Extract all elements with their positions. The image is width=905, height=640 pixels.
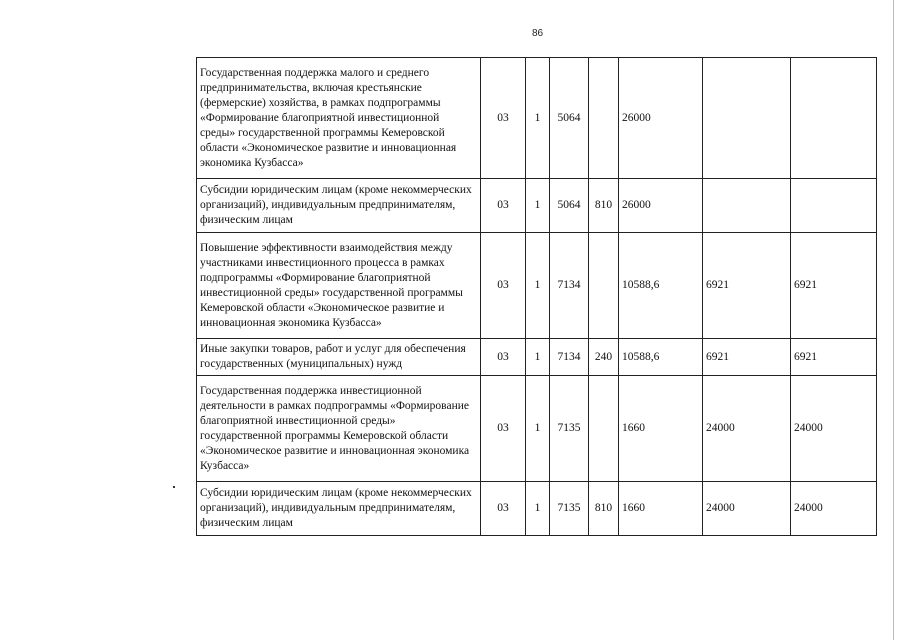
section-cell: 03 bbox=[481, 339, 526, 376]
year1-amount-cell: 26000 bbox=[619, 179, 703, 233]
section-cell: 03 bbox=[481, 233, 526, 339]
year1-amount-cell: 26000 bbox=[619, 58, 703, 179]
section-cell: 03 bbox=[481, 58, 526, 179]
target-code-cell: 7134 bbox=[550, 339, 589, 376]
table-row bbox=[197, 58, 877, 179]
table-row bbox=[197, 482, 877, 536]
section-cell: 03 bbox=[481, 376, 526, 482]
row-description: Государственная поддержка инвестиционной деятельности в рамках подпрограммы «Формирование благоприятной инвестиционной среды» государственной программы Кемеровской области «Экономическое развитие и инновационная экономика Кузбасса» bbox=[197, 376, 481, 482]
row-description: Иные закупки товаров, работ и услуг для обеспечения государственных (муниципальных) нужд bbox=[197, 339, 481, 376]
subsection-cell: 1 bbox=[526, 339, 550, 376]
year2-amount-cell: 24000 bbox=[703, 482, 791, 536]
expense-type-cell: 810 bbox=[589, 482, 619, 536]
year1-amount-cell: 1660 bbox=[619, 482, 703, 536]
year1-amount-cell: 10588,6 bbox=[619, 233, 703, 339]
subsection-cell: 1 bbox=[526, 179, 550, 233]
target-code-cell: 7135 bbox=[550, 482, 589, 536]
stray-mark bbox=[173, 486, 175, 488]
year2-amount-cell bbox=[703, 58, 791, 179]
target-code-cell: 5064 bbox=[550, 58, 589, 179]
expense-type-cell bbox=[589, 58, 619, 179]
row-description: Субсидии юридическим лицам (кроме некоммерческих организаций), индивидуальным предпринимателям, физическим лицам bbox=[197, 482, 481, 536]
page-number: 86 bbox=[532, 28, 544, 39]
section-cell: 03 bbox=[481, 179, 526, 233]
target-code-cell: 7134 bbox=[550, 233, 589, 339]
year3-amount-cell bbox=[791, 58, 877, 179]
year1-amount-cell: 10588,6 bbox=[619, 339, 703, 376]
target-code-cell: 7135 bbox=[550, 376, 589, 482]
year3-amount-cell: 6921 bbox=[791, 233, 877, 339]
year3-amount-cell: 24000 bbox=[791, 376, 877, 482]
year2-amount-cell: 6921 bbox=[703, 339, 791, 376]
subsection-cell: 1 bbox=[526, 233, 550, 339]
expense-type-cell bbox=[589, 376, 619, 482]
year2-amount-cell: 6921 bbox=[703, 233, 791, 339]
subsection-cell: 1 bbox=[526, 58, 550, 179]
budget-table bbox=[196, 57, 877, 536]
expense-type-cell: 810 bbox=[589, 179, 619, 233]
year1-amount-cell: 1660 bbox=[619, 376, 703, 482]
subsection-cell: 1 bbox=[526, 482, 550, 536]
year3-amount-cell: 6921 bbox=[791, 339, 877, 376]
table-row bbox=[197, 376, 877, 482]
section-cell: 03 bbox=[481, 482, 526, 536]
table-row bbox=[197, 339, 877, 376]
row-description: Субсидии юридическим лицам (кроме некоммерческих организаций), индивидуальным предпринимателям, физическим лицам bbox=[197, 179, 481, 233]
row-description: Повышение эффективности взаимодействия между участниками инвестиционного процесса в рамках подпрограммы «Формирование благоприятной инвестиционной среды» государственной программы Кемеровской области «Экономическое развитие и инновационная экономика Кузбасса» bbox=[197, 233, 481, 339]
row-description: Государственная поддержка малого и среднего предпринимательства, включая крестьянские (фермерские) хозяйства, в рамках подпрограммы «Формирование благоприятной инвестиционной среды» государственной программы Кемеровской области «Экономическое развитие и инновационная экономика Кузбасса» bbox=[197, 58, 481, 179]
target-code-cell: 5064 bbox=[550, 179, 589, 233]
expense-type-cell bbox=[589, 233, 619, 339]
year3-amount-cell: 24000 bbox=[791, 482, 877, 536]
expense-type-cell: 240 bbox=[589, 339, 619, 376]
year2-amount-cell bbox=[703, 179, 791, 233]
year3-amount-cell bbox=[791, 179, 877, 233]
table-row bbox=[197, 233, 877, 339]
subsection-cell: 1 bbox=[526, 376, 550, 482]
table-row bbox=[197, 179, 877, 233]
year2-amount-cell: 24000 bbox=[703, 376, 791, 482]
scan-edge-line bbox=[893, 0, 894, 640]
